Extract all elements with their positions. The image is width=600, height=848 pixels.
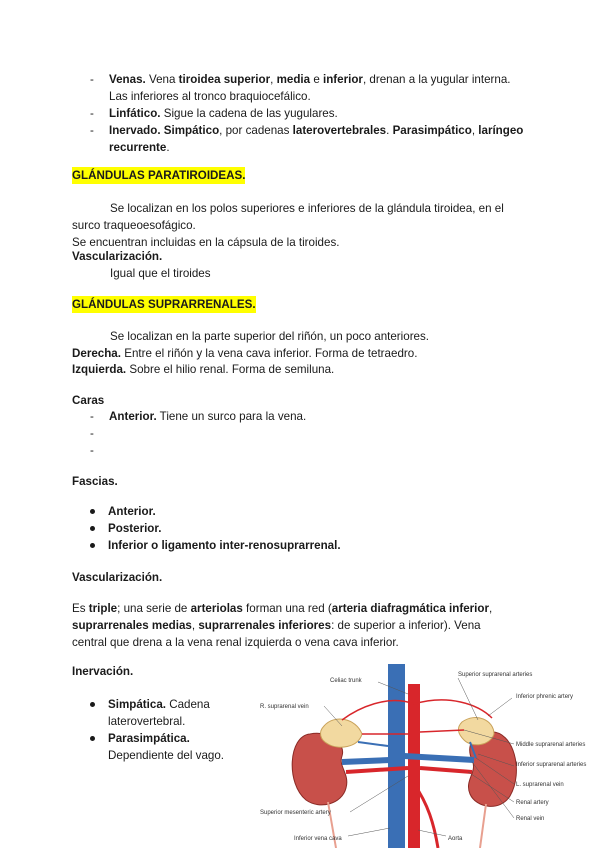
fascia-item: Anterior. [72, 503, 341, 520]
bold-text: media [276, 73, 311, 86]
caras-label: Caras [72, 394, 105, 407]
thyroid-list-item [72, 122, 529, 156]
right-renal-vein [342, 760, 390, 762]
text: Es [72, 602, 89, 615]
bold-text: Inervado. Simpático [109, 124, 220, 137]
izquierda-label: Izquierda. [72, 363, 127, 376]
text: ; una serie de [117, 602, 191, 615]
text: forman una red ( [242, 602, 332, 615]
suprarrenal-derecha [72, 345, 527, 362]
caras-item-empty [72, 442, 529, 459]
vasc-label: Vascularización. [72, 571, 163, 584]
label-celiac-trunk: Celiac trunk [330, 678, 362, 684]
leader-line [458, 678, 478, 720]
label-l-suprarenal-vein: L. suprarenal vein [516, 782, 564, 788]
inerv-label: Inervación. [72, 665, 134, 678]
bold-text: arteria diafragmática inferior [331, 602, 489, 615]
caras-item-empty [72, 425, 529, 442]
inervation-text: Dependiente del vago. [108, 749, 225, 762]
text: , [191, 619, 199, 632]
thyroid-list-item [72, 71, 529, 105]
label-superior-mesenteric: Superior mesenteric artery [260, 810, 331, 816]
heading-suprarrenales: GLÁNDULAS SUPRARRENALES. [72, 298, 256, 311]
bold-text: Linfático. [109, 107, 161, 120]
label-inferior-vena-cava: Inferior vena cava [294, 836, 342, 842]
text: , [488, 602, 493, 615]
bold-text: laterovertebrales [292, 124, 387, 137]
label-renal-artery: Renal artery [516, 800, 549, 806]
fascias-label: Fascias. [72, 475, 118, 488]
fascias-list [72, 503, 341, 554]
text: , por cadenas [219, 124, 293, 137]
caras-item-label: Anterior. [109, 410, 157, 423]
paratiroideas-capsule: Se encuentran incluidas en la cápsula de la tiroides. [72, 236, 340, 249]
text: e [310, 73, 323, 86]
text: , [471, 124, 479, 137]
label-aorta: Aorta [448, 836, 463, 842]
text: : de superior a inferior). Vena central que drena a la vena renal izquierda o vena cava inferior. [72, 619, 481, 649]
text: . [166, 141, 170, 154]
bold-text: inferior [322, 73, 363, 86]
leader-line [488, 698, 512, 716]
bold-text: arteriolas [190, 602, 243, 615]
paratiroideas-location: Se localizan en los polos superiores e inferiores de la glándula tiroidea, en el surco traqueoesofágico. [72, 202, 504, 232]
text: Vena [145, 73, 179, 86]
left-renal-artery [420, 768, 472, 772]
bold-text: suprarrenales medias [72, 619, 192, 632]
inervation-text: Cadena laterovertebral. [108, 698, 210, 728]
aorta [408, 684, 420, 848]
adrenal-vascular-diagram [258, 664, 600, 848]
fascia-item: Inferior o ligamento inter-renosuprarrenal. [72, 537, 341, 554]
derecha-text: Entre el riñón y la vena cava inferior. Forma de tetraedro. [120, 347, 418, 360]
label-inferior-suprarenal: Inferior suprarenal arteries [516, 762, 587, 768]
bold-text: suprarrenales inferiores [198, 619, 332, 632]
caras-item-text: Tiene un surco para la vena. [156, 410, 307, 423]
text: Sigue la cadena de las yugulares. [160, 107, 338, 120]
bold-text: Parasimpático [392, 124, 472, 137]
derecha-label: Derecha. [72, 347, 121, 360]
bold-text: tiroidea superior [178, 73, 271, 86]
heading-paratiroideas: GLÁNDULAS PARATIROIDEAS. [72, 169, 246, 182]
paratiroideas-vasc-label: Vascularización. [72, 250, 163, 263]
caras-item [72, 408, 529, 425]
label-renal-vein: Renal vein [516, 816, 545, 822]
bold-text: triple [88, 602, 118, 615]
inervation-type: Parasimpática. [108, 732, 190, 745]
inervation-item [72, 730, 242, 764]
leader-line [418, 830, 446, 836]
inerv-list [72, 696, 242, 764]
leader-line [348, 828, 390, 836]
suprarrenal-izquierda [72, 361, 527, 378]
suprarrenales-location: Se localizan en la parte superior del riñón, un poco anteriores. [110, 330, 430, 343]
label-r-suprarenal-vein: R. suprarenal vein [260, 704, 309, 710]
inervation-type: Simpática. [108, 698, 166, 711]
bold-text: laríngeo recurrente [109, 124, 524, 154]
paratiroideas-vasc-text: Igual que el tiroides [110, 267, 211, 280]
label-superior-suprarenal: Superior suprarenal arteries [458, 672, 533, 678]
caras-list [72, 408, 529, 459]
bold-text: Venas. [109, 73, 146, 86]
label-inferior-phrenic: Inferior phrenic artery [516, 694, 574, 700]
text: , drenan a la yugular interna. Las inferiores al tronco braquiocefálico. [109, 73, 511, 103]
text: , [270, 73, 277, 86]
right-adrenal-gland [321, 719, 362, 747]
label-middle-suprarenal: Middle suprarenal arteries [516, 742, 586, 748]
izquierda-text: Sobre el hilio renal. Forma de semiluna. [126, 363, 335, 376]
vasc-paragraph [72, 600, 517, 651]
thyroid-list [72, 71, 529, 156]
left-renal-vein [404, 756, 474, 760]
text: . [386, 124, 393, 137]
fascia-item: Posterior. [72, 520, 341, 537]
inervation-item [72, 696, 242, 730]
thyroid-list-item [72, 105, 529, 122]
left-adrenal-gland [458, 718, 494, 745]
